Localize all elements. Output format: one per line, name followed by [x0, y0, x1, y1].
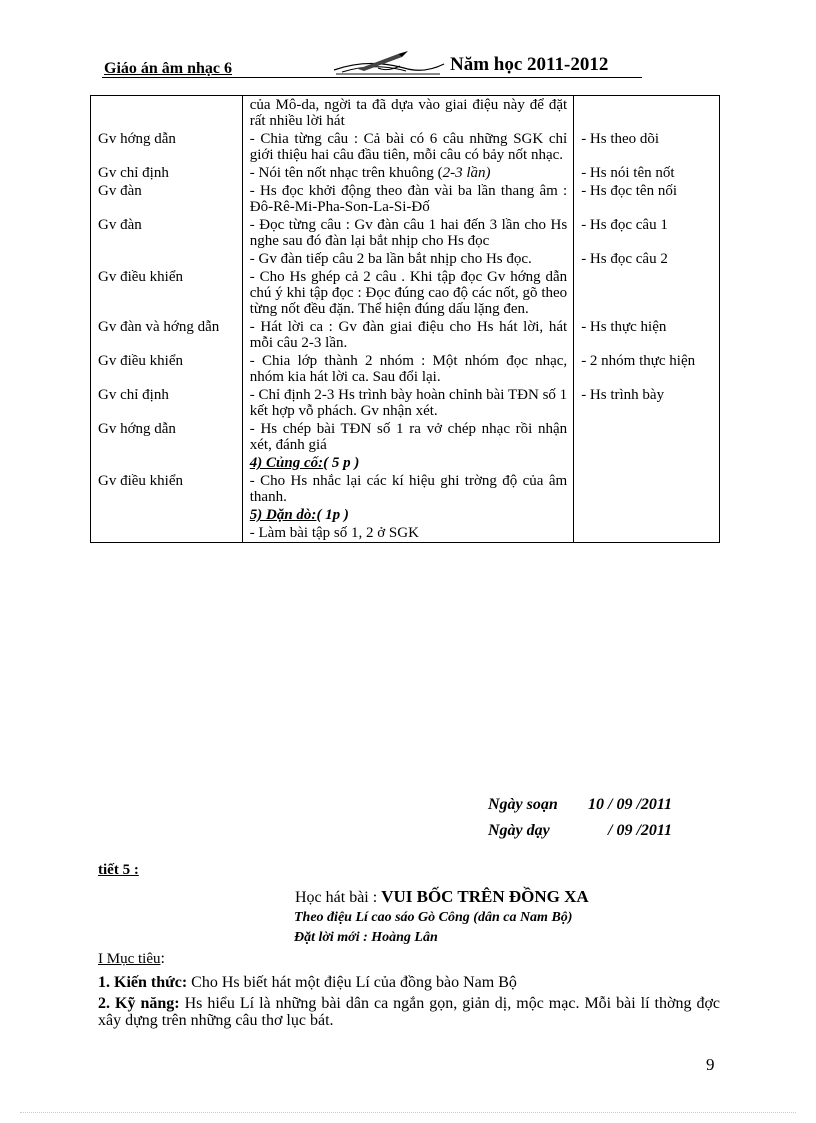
student-cell	[574, 472, 720, 506]
teach-date-label: Ngày dạy	[488, 822, 550, 839]
table-row	[91, 216, 720, 250]
table-row	[91, 524, 720, 543]
compose-date-value: 10 / 09 /2011	[588, 796, 673, 813]
teacher-cell: Gv điều khiển	[91, 352, 243, 386]
table-row	[91, 268, 720, 318]
compose-date-label: Ngày soạn	[488, 796, 558, 813]
content-cell: - Hát lời ca : Gv đàn giai điệu cho Hs hát lời, hát mỗi câu 2-3 lần.	[242, 318, 573, 352]
table-row	[91, 130, 720, 164]
content-cell: - Cho Hs nhắc lại các kí hiệu ghi trờng độ của âm thanh.	[242, 472, 573, 506]
objectives-colon: :	[160, 950, 165, 967]
teacher-cell	[91, 524, 243, 543]
header-subject: Giáo án âm nhạc 6	[104, 60, 233, 77]
section-heading-text: 4) Củng cố:	[249, 455, 324, 471]
teacher-cell	[91, 506, 243, 524]
student-cell	[574, 420, 720, 454]
page-header	[98, 50, 720, 80]
content-cell: - Chia từng câu : Cả bài có 6 câu những SGK chỉ giới thiệu hai câu đầu tiên, mỗi câu có bảy nốt nhạc.	[242, 130, 573, 164]
objectives-heading: I Mục tiêu	[98, 951, 161, 967]
header-school-year: Năm học 2011-2012	[450, 54, 609, 75]
header-rule	[102, 77, 642, 78]
teacher-cell	[91, 454, 243, 472]
student-cell: - Hs đọc câu 2	[574, 250, 720, 268]
lesson-activity-table	[90, 95, 720, 543]
content-cell	[242, 164, 573, 182]
skill-label: 2. Kỹ năng:	[98, 995, 180, 1012]
student-cell: - Hs theo dõi	[574, 130, 720, 164]
content-cell: - Hs đọc khởi động theo đàn vài ba lần thang âm : Đô-Rê-Mi-Pha-Son-La-Si-Đố	[242, 182, 573, 216]
student-cell	[574, 524, 720, 543]
content-cell: - Chia lớp thành 2 nhóm : Một nhóm đọc nhạc, nhóm kia hát lời ca. Sau đổi lại.	[242, 352, 573, 386]
student-cell: - Hs thực hiện	[574, 318, 720, 352]
table-row	[91, 420, 720, 454]
teacher-cell: Gv hớng dẫn	[91, 420, 243, 454]
knowledge-label: 1. Kiến thức:	[98, 974, 188, 991]
teacher-cell: Gv chỉ định	[91, 386, 243, 420]
section-time: ( 5 p )	[323, 455, 360, 471]
footer-dotted-rule	[20, 1112, 796, 1113]
teacher-cell: Gv đàn	[91, 216, 243, 250]
student-cell	[574, 454, 720, 472]
objectives-section	[98, 950, 720, 1033]
objective-knowledge	[98, 974, 720, 991]
teacher-cell: Gv đàn	[91, 182, 243, 216]
table-row	[91, 96, 720, 131]
lesson-title	[295, 887, 589, 907]
student-cell: - Hs nói tên nốt	[574, 164, 720, 182]
content-cell: - Hs chép bài TĐN số 1 ra vở chép nhạc rồi nhận xét, đánh giá	[242, 420, 573, 454]
content-cell: - Cho Hs ghép cả 2 câu . Khi tập đọc Gv hớng dẫn chú ý khi tập đọc : Đọc đúng cao độ các nốt, gõ theo từng nốt đều đặn. Thể hiện đúng dấu lặng đen.	[242, 268, 573, 318]
date-block	[488, 792, 672, 844]
content-cell: - Gv đàn tiếp câu 2 ba lần bắt nhịp cho Hs đọc.	[242, 250, 573, 268]
table-row	[91, 454, 720, 472]
table-row	[91, 472, 720, 506]
table-row	[91, 506, 720, 524]
table-row	[91, 352, 720, 386]
song-title: VUI BỐC TRÊN ĐỒNG XA	[381, 887, 589, 906]
content-cell: - Đọc từng câu : Gv đàn câu 1 hai đến 3 lần cho Hs nghe sau đó đàn lại bắt nhịp cho Hs đọc	[242, 216, 573, 250]
student-cell: - Hs đọc câu 1	[574, 216, 720, 250]
table-row	[91, 386, 720, 420]
book-pen-logo-icon	[328, 50, 448, 83]
teacher-cell: Gv đàn và hớng dẫn	[91, 318, 243, 352]
lesson-title-prefix: Học hát bài :	[295, 889, 378, 906]
teacher-cell: Gv chỉ định	[91, 164, 243, 182]
period-label: tiết 5 :	[98, 862, 139, 878]
section-heading-consolidation	[242, 454, 573, 472]
teach-date	[488, 818, 672, 844]
student-cell	[574, 506, 720, 524]
section-time: ( 1p )	[316, 507, 349, 523]
teacher-cell	[91, 250, 243, 268]
table-row	[91, 318, 720, 352]
teacher-cell: Gv hớng dẫn	[91, 130, 243, 164]
content-cell: - Làm bài tập số 1, 2 ở SGK	[242, 524, 573, 543]
student-cell: - Hs trình bày	[574, 386, 720, 420]
section-heading-homework	[242, 506, 573, 524]
content-cell: - Chỉ định 2-3 Hs trình bày hoàn chỉnh bài TĐN số 1 kết hợp vỗ phách. Gv nhận xét.	[242, 386, 573, 420]
page-number: 9	[706, 1055, 715, 1074]
content-italic-text: 2-3 lần)	[442, 165, 491, 181]
student-cell	[574, 96, 720, 131]
student-cell: - Hs đọc tên nối	[574, 182, 720, 216]
lesson-subtitle-lyricist: Đặt lời mới : Hoàng Lân	[294, 930, 438, 945]
section-heading-text: 5) Dặn dò:	[249, 507, 317, 523]
student-cell: - 2 nhóm thực hiện	[574, 352, 720, 386]
teacher-cell: Gv điều khiển	[91, 472, 243, 506]
table-row	[91, 250, 720, 268]
table-row	[91, 182, 720, 216]
knowledge-text: Cho Hs biết hát một điệu Lí của đồng bào Nam Bộ	[187, 974, 517, 991]
skill-text: Hs hiểu Lí là những bài dân ca ngắn gọn, giản dị, mộc mạc. Mỗi bài lí thờng đợc xây dựng trên những câu thơ lục bát.	[98, 995, 721, 1029]
teach-date-value: / 09 /2011	[608, 822, 673, 839]
lesson-subtitle-origin: Theo điệu Lí cao sáo Gò Công (dân ca Nam Bộ)	[294, 910, 573, 925]
compose-date	[488, 792, 672, 818]
teacher-cell: Gv điều khiển	[91, 268, 243, 318]
content-cell: của Mô-da, ngời ta đã dựa vào giai điệu này để đặt rất nhiều lời hát	[242, 96, 573, 131]
table-row	[91, 164, 720, 182]
content-text: - Nói tên nốt nhạc trên khuông (	[249, 165, 443, 181]
teacher-cell	[91, 96, 243, 131]
student-cell	[574, 268, 720, 318]
objective-skill	[98, 995, 720, 1029]
